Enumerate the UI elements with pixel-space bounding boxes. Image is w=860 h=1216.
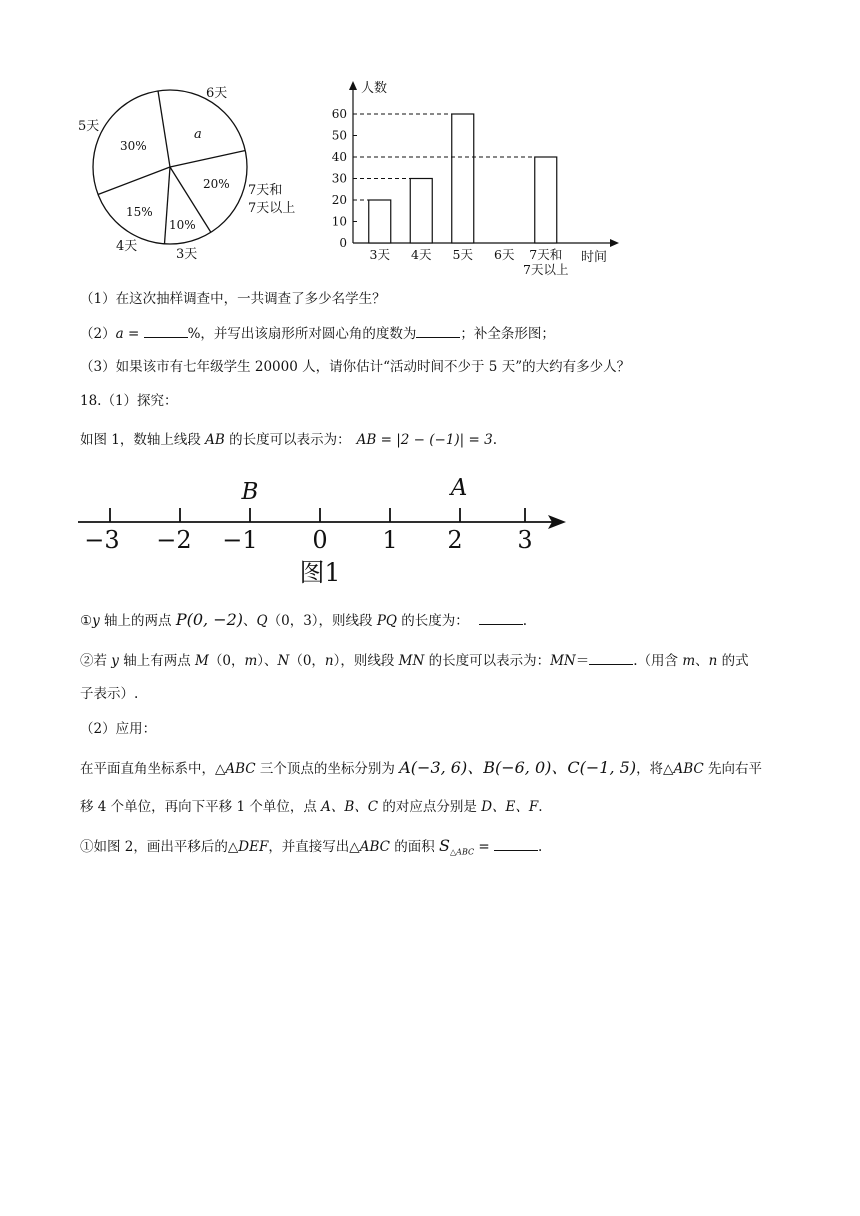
y-tick-label: 30 bbox=[331, 171, 347, 186]
pie-label-6days: 6天 bbox=[206, 86, 228, 101]
pie-label-7days-plus: 7天以上 bbox=[248, 201, 296, 216]
app3-abc: ABC bbox=[359, 839, 390, 855]
app3-s: S bbox=[439, 836, 451, 855]
c2-eq: ＝ bbox=[575, 653, 590, 669]
y-tick-label: 20 bbox=[331, 193, 347, 207]
q18-intro-end: . bbox=[492, 432, 497, 448]
category-label: 7天以上 bbox=[523, 262, 569, 277]
q2-var: a bbox=[115, 326, 124, 342]
q18-item-2 bbox=[80, 650, 749, 671]
c2-n: N bbox=[277, 653, 290, 669]
c1-pre: ① bbox=[80, 613, 93, 629]
c2-m2: m bbox=[682, 653, 696, 669]
q18-number: 18.（1）探究： bbox=[80, 393, 178, 409]
pie-pct-7days: 20% bbox=[203, 177, 230, 191]
q18-intro-pre: 如图 1，数轴上线段 bbox=[80, 432, 206, 448]
app2-pts2: D、E、F bbox=[481, 799, 539, 815]
c1-q: Q bbox=[256, 613, 268, 629]
c2-mid2: （0， bbox=[208, 653, 245, 669]
y-tick-label: 40 bbox=[331, 150, 347, 164]
c2-mid3: ）、 bbox=[257, 653, 278, 669]
c1-mid: 轴上的两点 bbox=[99, 613, 176, 629]
app3-pre: ①如图 2，画出平移后的△ bbox=[80, 839, 239, 855]
tick-label-1: 1 bbox=[382, 526, 398, 554]
q2-mid: %，并写出该扇形所对圆心角的度数为 bbox=[187, 326, 417, 342]
question-1: （1）在这次抽样调查中，一共调查了多少名学生？ bbox=[80, 291, 386, 307]
c2-mid5: ），则线段 bbox=[333, 653, 399, 669]
bar bbox=[535, 157, 557, 243]
c2-y: y bbox=[111, 653, 119, 669]
c2-blank[interactable] bbox=[589, 650, 633, 665]
c2-mn2: MN bbox=[550, 653, 576, 669]
y-tick-label: 10 bbox=[331, 214, 347, 229]
bar bbox=[410, 179, 432, 244]
c2-mn: MN bbox=[398, 653, 425, 669]
point-label-b: B bbox=[241, 479, 259, 505]
c2-m: M bbox=[195, 653, 209, 669]
question-2 bbox=[80, 323, 555, 344]
app1-mid2: ，将△ bbox=[636, 761, 674, 777]
tick-label-0: 0 bbox=[312, 526, 328, 554]
pie-label-3days: 3天 bbox=[176, 247, 198, 262]
figure-1-caption: 图1 bbox=[299, 558, 341, 587]
q2-blank-angle[interactable] bbox=[416, 323, 460, 338]
x-axis-label: 时间 bbox=[581, 250, 608, 265]
c2-nv: n bbox=[324, 653, 334, 669]
app2-mid: 的对应点分别是 bbox=[378, 799, 482, 815]
q2-prefix: （2） bbox=[80, 326, 116, 342]
c2-pre: ②若 bbox=[80, 653, 112, 669]
category-label: 4天 bbox=[411, 247, 432, 262]
pie-pct-3days: 10% bbox=[169, 218, 196, 232]
c2-mid6: 的长度可以表示为： bbox=[424, 653, 551, 669]
app1-mid: 三个顶点的坐标分别为 bbox=[255, 761, 400, 777]
category-label: 5天 bbox=[452, 247, 473, 262]
app3-end: . bbox=[538, 839, 543, 855]
c1-y: y bbox=[92, 613, 100, 629]
q18-intro-ab: AB bbox=[205, 432, 225, 448]
app2-pre: 移 4 个单位，再向下平移 1 个单位，点 bbox=[80, 799, 322, 815]
c1-pq: PQ bbox=[376, 613, 397, 629]
app1-abc: ABC bbox=[225, 761, 256, 777]
app3-blank[interactable] bbox=[494, 836, 538, 851]
app3-mid2: 的面积 bbox=[389, 839, 440, 855]
y-tick-label: 50 bbox=[331, 128, 347, 143]
c2-end: .（用含 bbox=[633, 653, 683, 669]
tick-label-2: 2 bbox=[447, 526, 463, 554]
pie-divider-4-5 bbox=[98, 167, 170, 195]
c2-mid4: （0， bbox=[289, 653, 325, 669]
tick-label-neg2: −2 bbox=[156, 526, 192, 554]
c2-mid: 轴上有两点 bbox=[118, 653, 196, 669]
category-label: 6天 bbox=[494, 247, 515, 262]
pie-pct-6days: a bbox=[194, 127, 202, 142]
q2-blank-a[interactable] bbox=[144, 323, 188, 338]
pie-label-7days: 7天和 bbox=[248, 183, 283, 198]
q18-application: （2）应用： bbox=[80, 721, 157, 737]
y-axis-arrow bbox=[349, 81, 357, 90]
q18-item-2-line2: 子表示）. bbox=[80, 686, 139, 702]
app2-end: . bbox=[538, 799, 543, 815]
pie-divider-6-7 bbox=[170, 151, 245, 168]
category-label: 3天 bbox=[369, 247, 390, 262]
y-tick-label: 0 bbox=[339, 236, 347, 250]
c2-tail: 的式 bbox=[717, 653, 749, 669]
bar-chart bbox=[325, 75, 625, 280]
c1-end: 的长度为： bbox=[397, 613, 469, 629]
q18-item-1 bbox=[80, 610, 527, 631]
question-3: （3）如果该市有七年级学生 20000 人，请你估计“活动时间不少于 5 天”的大约有多少人？ bbox=[80, 359, 631, 375]
bar bbox=[452, 114, 474, 243]
c1-dot: . bbox=[522, 613, 528, 629]
app3-mid: ，并直接写出△ bbox=[268, 839, 360, 855]
tick-label-3: 3 bbox=[517, 526, 533, 554]
app1-abc2: ABC bbox=[673, 761, 704, 777]
c2-n2: n bbox=[708, 653, 718, 669]
tick-label-neg1: −1 bbox=[222, 526, 258, 554]
x-axis-arrow bbox=[610, 239, 619, 247]
y-tick-label: 60 bbox=[331, 107, 347, 121]
q18-app-line2 bbox=[80, 797, 543, 817]
number-line-figure bbox=[70, 470, 580, 590]
app3-eq: = bbox=[474, 839, 494, 855]
app3-def: DEF bbox=[238, 839, 269, 855]
c2-sep: 、 bbox=[695, 653, 709, 669]
pie-pct-4days: 15% bbox=[126, 205, 153, 219]
q2-eq: = bbox=[123, 326, 144, 342]
pie-label-4days: 4天 bbox=[116, 239, 138, 254]
pie-divider-5-6 bbox=[158, 91, 170, 167]
y-axis-label: 人数 bbox=[361, 81, 388, 96]
q18-intro-mid: 的长度可以表示为： bbox=[224, 432, 351, 448]
pie-chart bbox=[70, 80, 320, 270]
c1-point-p: P(0, −2) bbox=[175, 610, 244, 629]
point-label-a: A bbox=[450, 475, 468, 501]
pie-pct-5days: 30% bbox=[120, 139, 147, 153]
app2-pts: A、B、C bbox=[321, 799, 379, 815]
c1-mid3: （0，3），则线段 bbox=[267, 613, 377, 629]
app3-sub: △ABC bbox=[450, 847, 475, 857]
pie-divider-3-4 bbox=[165, 167, 171, 244]
q18-app-line3 bbox=[80, 836, 542, 863]
tick-label-neg3: −3 bbox=[84, 526, 120, 554]
c2-mv: m bbox=[244, 653, 258, 669]
c1-blank[interactable] bbox=[479, 610, 523, 625]
bar bbox=[369, 200, 391, 243]
app1-pre: 在平面直角坐标系中，△ bbox=[80, 761, 226, 777]
q18-formula: AB = |2 − (−1)| = 3 bbox=[356, 432, 493, 448]
q18-intro bbox=[80, 430, 497, 450]
q2-end: ；补全条形图； bbox=[460, 326, 555, 342]
pie-label-5days: 5天 bbox=[78, 119, 100, 134]
app1-coords: A(−3, 6)、B(−6, 0)、C(−1, 5) bbox=[399, 758, 637, 777]
q18-app-line1 bbox=[80, 758, 762, 779]
app1-end: 先向右平 bbox=[703, 761, 762, 777]
c1-mid2: 、 bbox=[243, 613, 257, 629]
category-label: 7天和 bbox=[529, 247, 563, 262]
